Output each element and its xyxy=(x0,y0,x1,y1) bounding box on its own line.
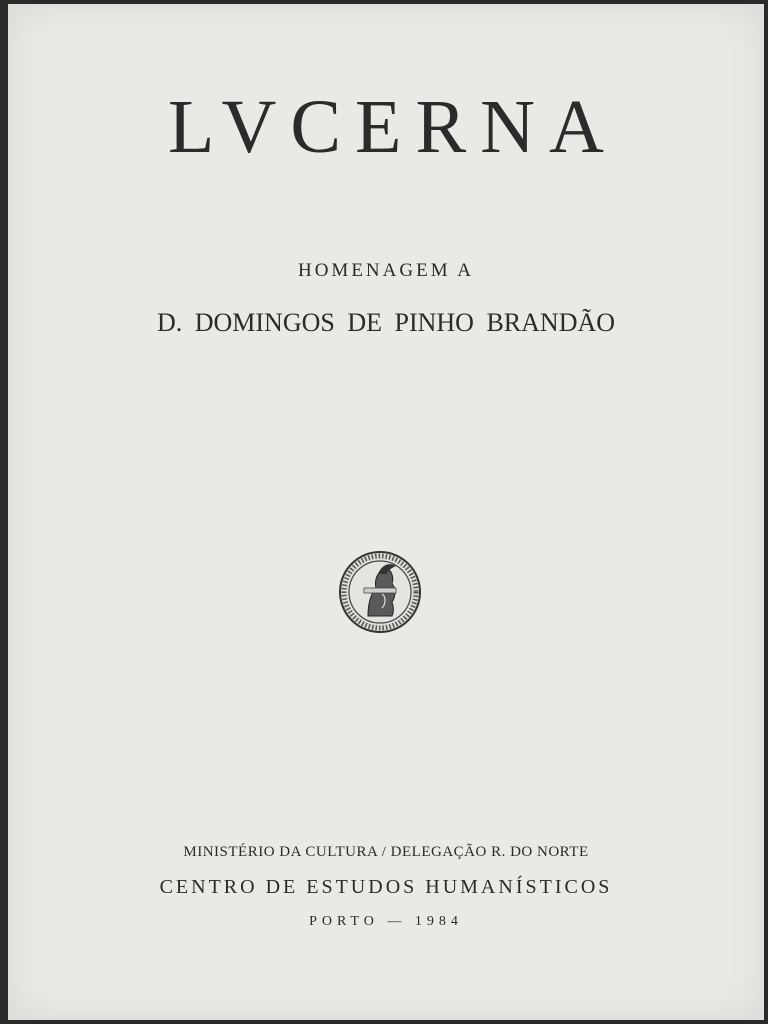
helmeted-head-seal-icon xyxy=(338,550,422,634)
homage-line: HOMENAGEM A xyxy=(297,260,475,281)
place-date: PORTO — 1984 xyxy=(309,914,463,929)
cover-title: LVCERNA xyxy=(168,85,618,169)
ministry-line: MINISTÉRIO DA CULTURA / DELEGAÇÃO R. DO NORTE xyxy=(183,844,589,860)
honoree-name: D. DOMINGOS DE PINHO BRANDÃO xyxy=(156,308,616,337)
publisher-name: CENTRO DE ESTUDOS HUMANÍSTICOS xyxy=(159,876,613,898)
book-cover xyxy=(8,4,764,1020)
